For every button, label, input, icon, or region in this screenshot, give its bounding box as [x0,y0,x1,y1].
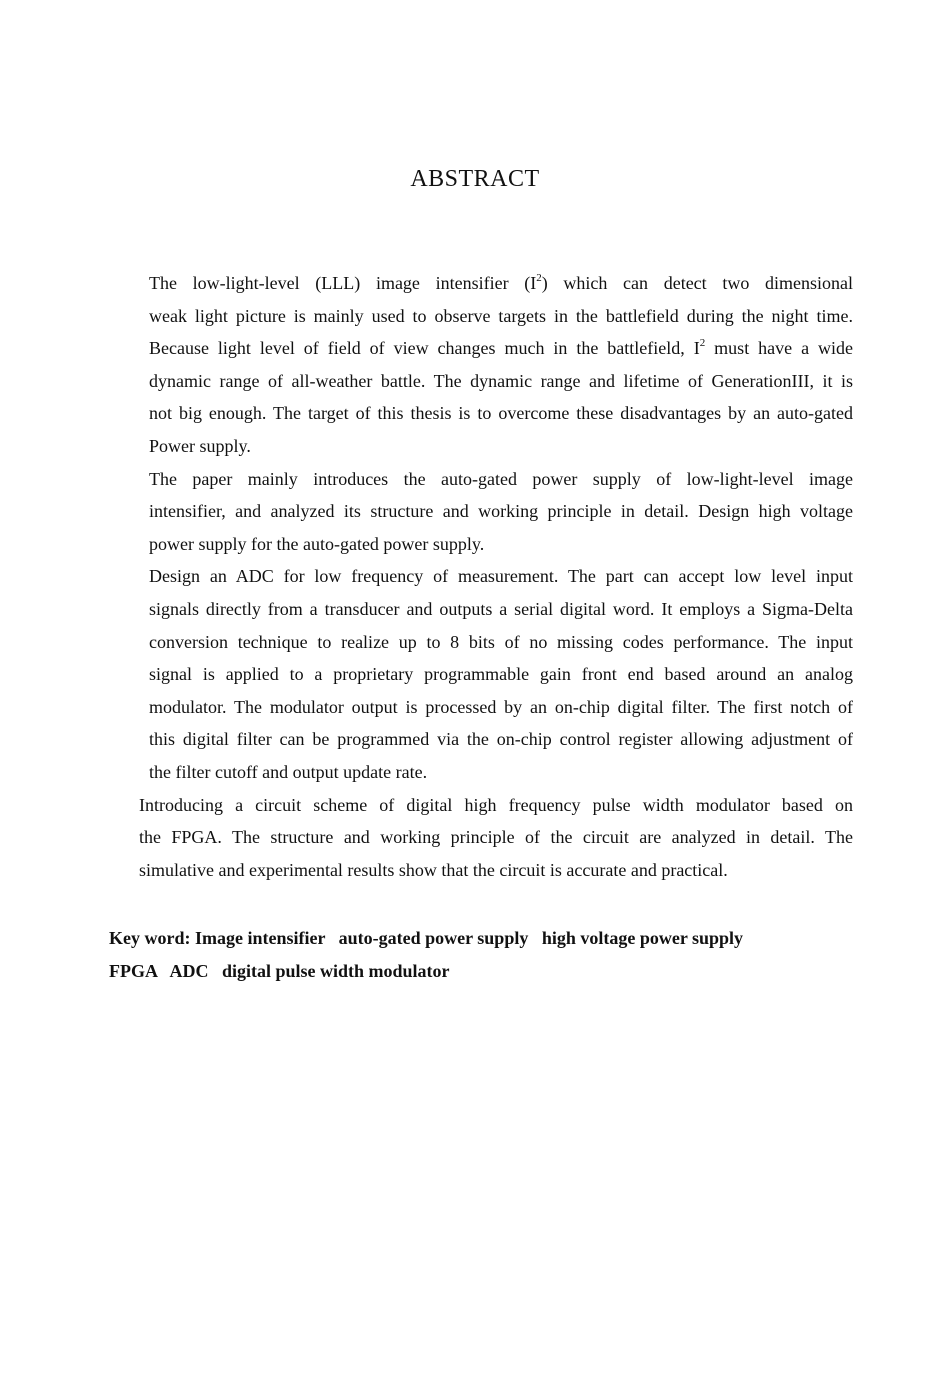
keywords-line: FPGA ADC digital pulse width modulator [109,960,450,981]
keywords-line: Key word: Image intensifier auto-gated power supply high voltage power supply [109,928,744,948]
text-line: Design an ADC for low frequency of measurement. The part can accept low level input [149,566,853,587]
abstract-paragraph-4 [109,789,853,887]
text-line: Introducing a circuit scheme of digital high frequency pulse width modulator based on [139,794,853,815]
text-line: Power supply. [149,435,251,456]
keywords-section [109,922,853,987]
text-line: simulative and experimental results show that the circuit is accurate and practical. [139,859,728,880]
text-line: signals directly from a transducer and outputs a serial digital word. It employs a Sigma-Delta [149,598,853,619]
text-segment: The low-light-level (LLL) image intensifier (I [149,273,537,293]
abstract-paragraph-3 [109,560,853,788]
text-line: the filter cutoff and output update rate. [149,761,428,782]
text-line: conversion technique to realize up to 8 bits of no missing codes performance. The input [149,631,853,652]
abstract-paragraph-1 [109,267,853,463]
abstract-body [109,267,853,886]
text-line: intensifier, and analyzed its structure and working principle in detail. Design high voltage [149,501,853,522]
text-line: modulator. The modulator output is processed by an on-chip digital filter. The first notch of [149,696,853,717]
abstract-paragraph-2 [109,463,853,561]
text-line: signal is applied to a proprietary programmable gain front end based around an analog [149,664,853,685]
text-line: The paper mainly introduces the auto-gated power supply of low-light-level image [149,468,853,489]
text-line: not big enough. The target of this thesis is to overcome these disadvantages by an auto-gated [149,403,853,424]
text-line: weak light picture is mainly used to observe targets in the battlefield during the night time. [149,305,853,326]
text-line [109,332,853,365]
abstract-title: ABSTRACT [410,166,540,192]
text-segment: ) which can detect two dimensional [541,273,854,293]
text-line: the FPGA. The structure and working principle of the circuit are analyzed in detail. The [139,827,853,848]
superscript: 2 [536,272,542,284]
text-line [109,267,853,300]
text-segment: Because light level of field of view changes much in the battlefield, I [149,338,700,359]
superscript: 2 [699,337,706,350]
text-line: dynamic range of all-weather battle. The dynamic range and lifetime of GenerationIII, it is [149,370,853,391]
text-line: this digital filter can be programmed via the on-chip control register allowing adjustment of [149,729,853,750]
text-line: power supply for the auto-gated power supply. [149,533,485,554]
text-segment: must have a wide [705,338,853,359]
